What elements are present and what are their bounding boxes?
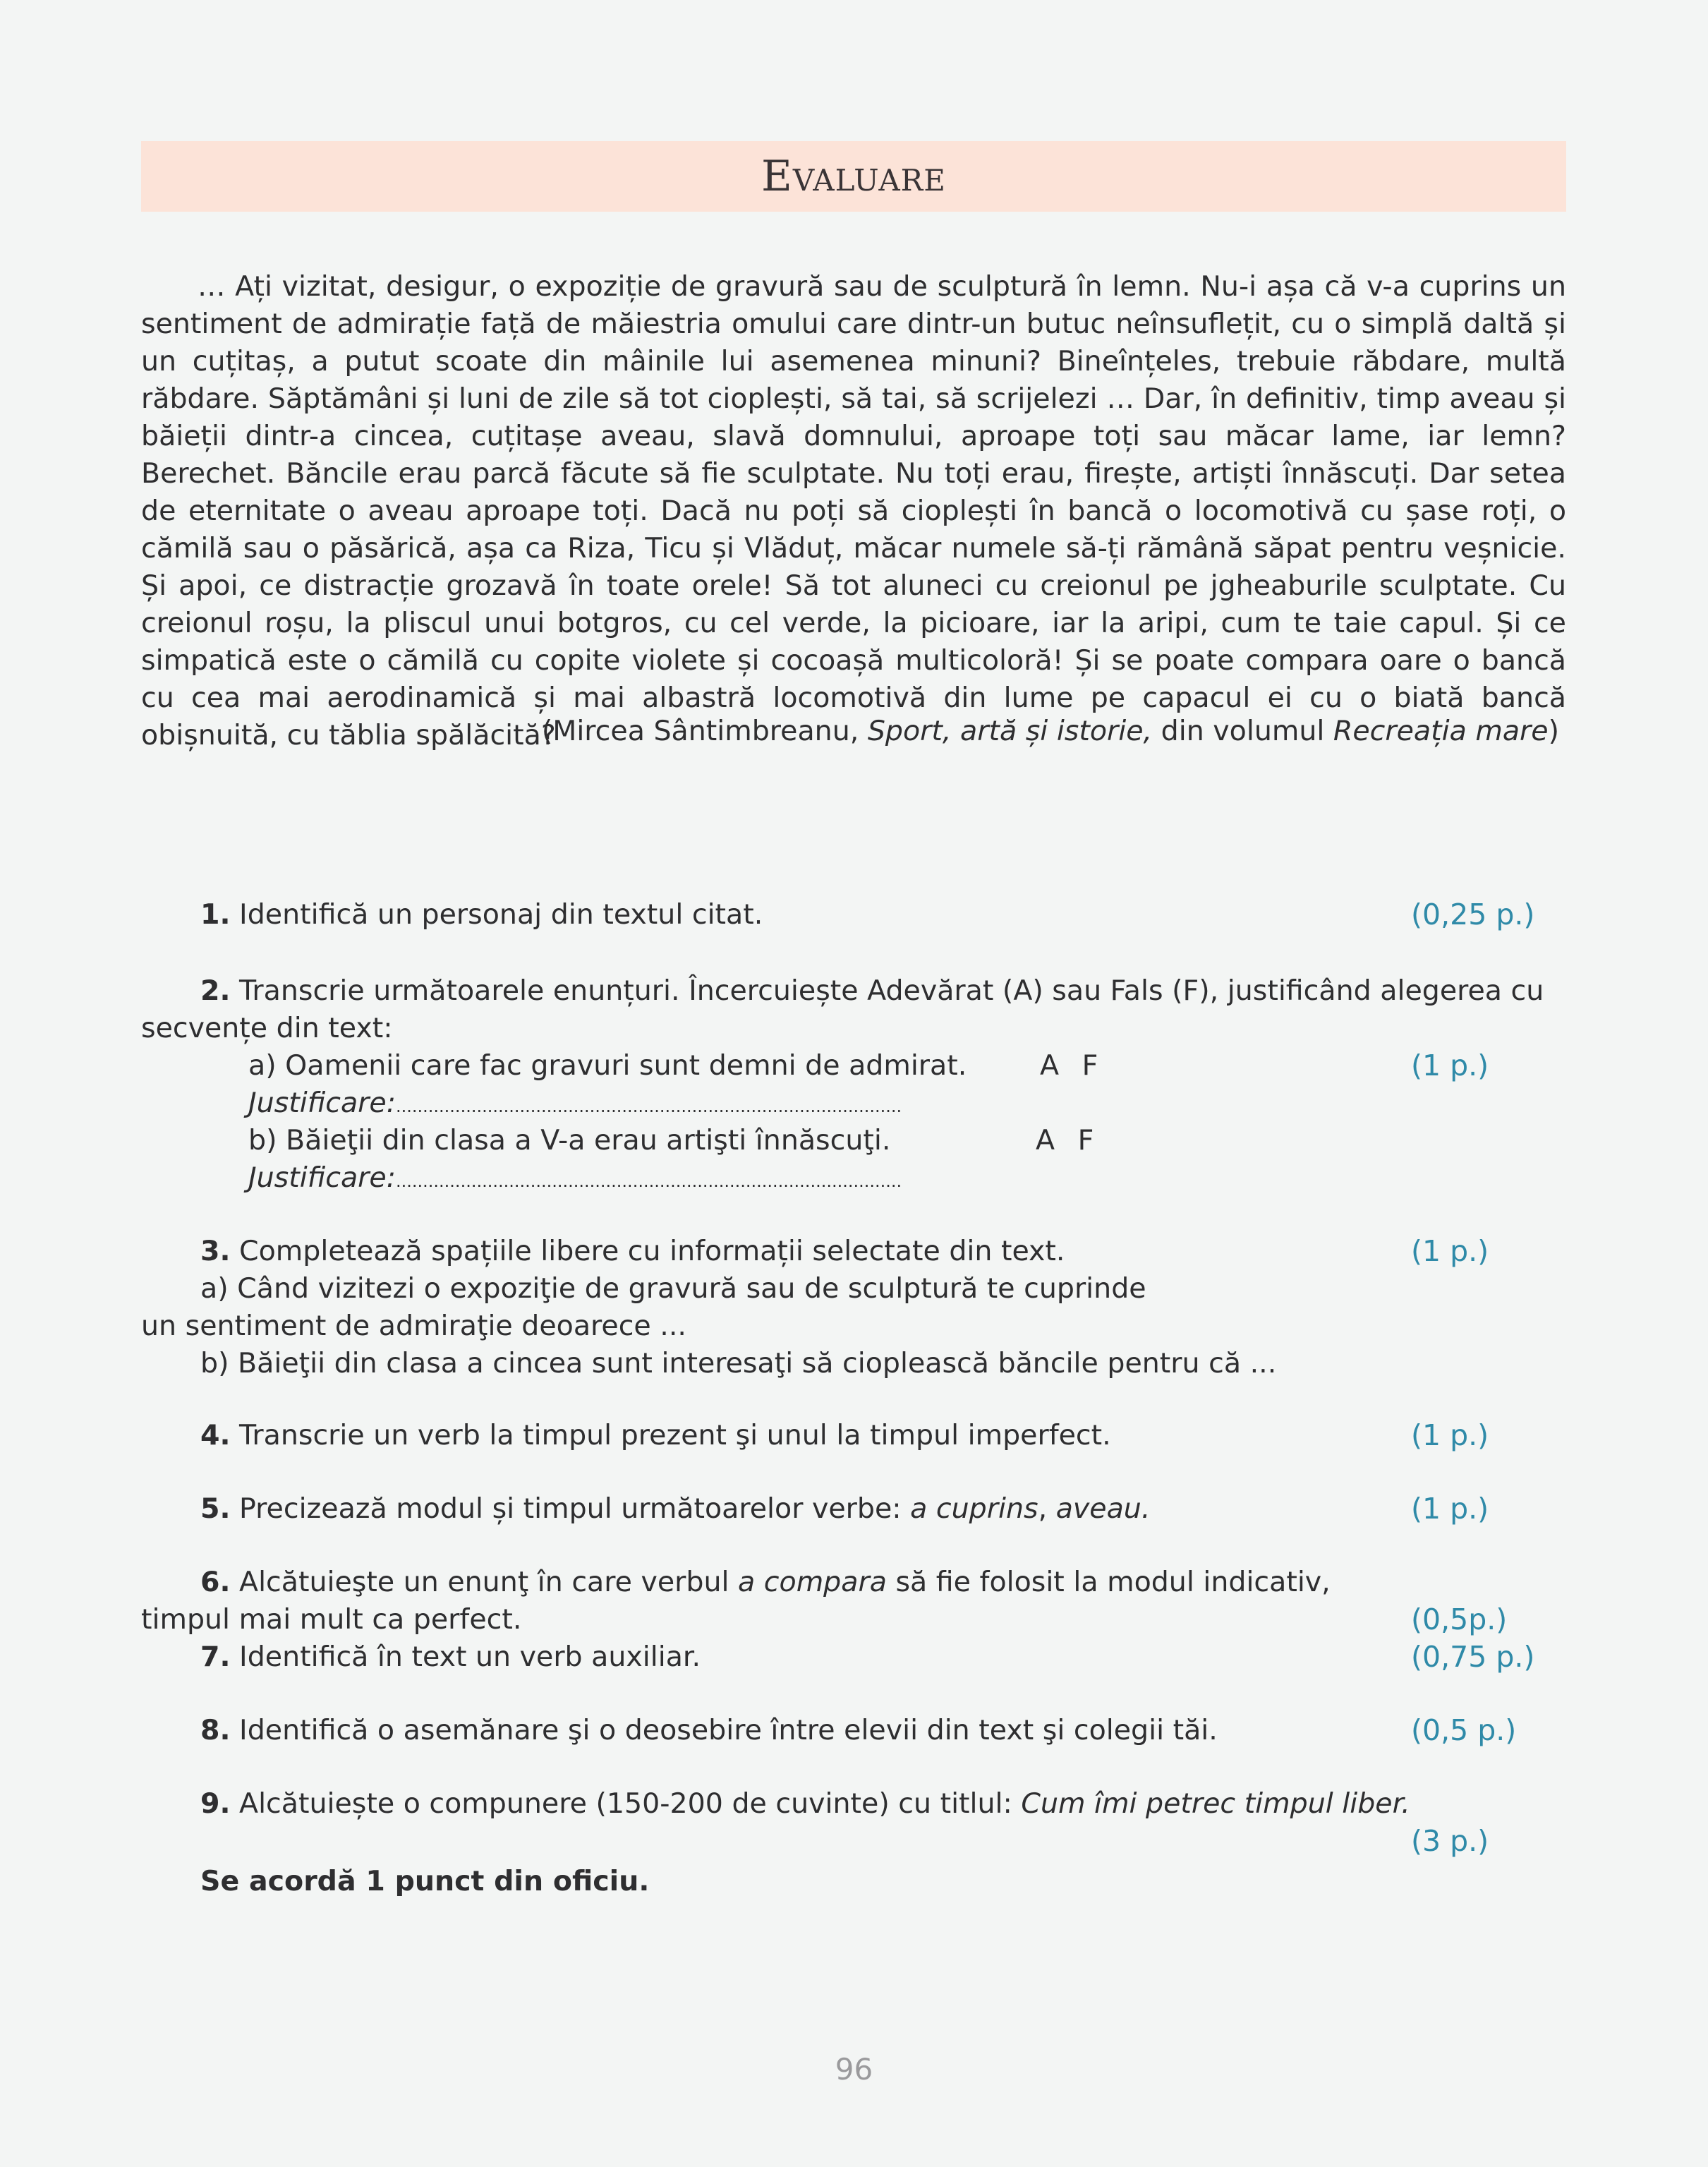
- source-mid: din volumul: [1152, 715, 1333, 747]
- points-q2: (1 p.): [1411, 1049, 1489, 1082]
- justification-a: [248, 1085, 902, 1125]
- separator: ,: [1038, 1492, 1056, 1525]
- question-text: Completează spațiile libere cu informații selectate din text.: [230, 1235, 1065, 1267]
- page-number: 96: [835, 2052, 873, 2087]
- question-text-2: să fie folosit la modul indicativ,: [886, 1566, 1331, 1598]
- question-6: [141, 1564, 1625, 1601]
- question-5: [141, 1490, 1625, 1528]
- question-text: Alcătuieşte un enunţ în care verbul: [230, 1566, 739, 1598]
- justification-label: Justificare:: [248, 1161, 396, 1194]
- title-band: [141, 141, 1566, 212]
- statement-a: a) Oamenii care fac gravuri sunt demni de admirat.: [248, 1049, 967, 1082]
- statement-b: b) Băieţii din clasa a V-a erau artişti înnăscuţi.: [248, 1124, 891, 1157]
- official-point-note: [141, 1863, 1625, 1900]
- source-work: Sport, artă și istorie,: [867, 715, 1153, 747]
- question-4: [141, 1417, 1625, 1454]
- justification-b: [248, 1159, 902, 1200]
- source-author: (Mircea Sântimbreanu,: [541, 715, 868, 747]
- question-text: Alcătuiește o compunere (150-200 de cuvinte) cu titlul:: [230, 1787, 1022, 1820]
- verb-a-compara: a compara: [738, 1566, 887, 1598]
- justification-line[interactable]: ..............................................................................................: [396, 1171, 902, 1191]
- question-number: 3.: [200, 1235, 231, 1267]
- points-q9: (3 p.): [1411, 1824, 1489, 1858]
- justification-line[interactable]: ..............................................................................................: [396, 1097, 902, 1116]
- passage-text: … Ați vizitat, desigur, o expoziție de gravură sau de sculptură în lemn. Nu-i așa că v-a cuprins un sentiment de admirație față de măiestria omului care dintr-un butuc neînsuflețit, cu o simplă daltă și un cuțitaș, a putut scoate din mâinile lui asemenea minuni? Bineînțeles, trebuie răbdare, multă răbdare. Săptămâni și luni de zile să tot cioplești, să tai, să scrijelezi … Dar, în definitiv, timp aveau și băieții dintr-a cincea, cuțitașe aveau, slavă domnului, aproape toți sau măcar lame, iar lemn? Berechet. Băncile erau parcă făcute să fie sculptate. Nu toți erau, firește, artiști înnăscuți. Dar setea de eternitate o aveau aproape toți. Dacă nu poți să cioplești în bancă o locomotivă cu șase roți, o cămilă sau o păsărică, așa ca Riza, Ticu și Vlăduț, măcar numele să-ți rămână săpat pentru veșnicie. Și apoi, ce distracție grozavă în toate orele! Să tot aluneci cu creionul pe jgheaburile sculptate. Cu creionul roșu, la pliscul unui botgros, cu cel verde, la picioare, iar la aripi, cum te taie capul. Și ce simpatică este o cămilă cu copite violete și cocoașă multicoloră! Și se poate compara oare o bancă cu cea mai aerodinamică și mai albastră locomotivă din lume pe capacul ei cu o biată bancă obișnuită, cu tăblia spălăcită?: [141, 270, 1566, 751]
- points-q7: (0,75 p.): [1411, 1640, 1535, 1674]
- question-9: [141, 1785, 1625, 1823]
- question-1: [141, 896, 1625, 934]
- question-3: [141, 1233, 1625, 1270]
- question-number: 9.: [200, 1787, 231, 1820]
- question-3a-continuation: un sentiment de admiraţie deoarece ...: [141, 1310, 686, 1342]
- question-3a: a) Când vizitezi o expoziţie de gravură sau de sculptură te cuprinde: [200, 1272, 1146, 1305]
- question-text: Transcrie următoarele enunțuri. Încercuiește Adevărat (A) sau Fals (F), justificând alegerea cu: [230, 974, 1544, 1007]
- points-q5: (1 p.): [1411, 1492, 1489, 1526]
- question-6-continuation: timpul mai mult ca perfect.: [141, 1603, 522, 1636]
- question-text: Identifică o asemănare şi o deosebire între elevii din text şi colegii tăi.: [230, 1714, 1218, 1746]
- points-q1: (0,25 p.): [1411, 898, 1535, 931]
- verb-aveau: aveau.: [1055, 1492, 1151, 1525]
- question-number: 8.: [200, 1714, 231, 1746]
- true-false-choice-a[interactable]: A F: [1040, 1049, 1106, 1082]
- justification-label: Justificare:: [248, 1087, 396, 1119]
- question-text: Identifică în text un verb auxiliar.: [230, 1641, 701, 1673]
- question-2: [141, 972, 1625, 1010]
- question-text: Identifică un personaj din textul citat.: [230, 898, 763, 931]
- question-number: 1.: [200, 898, 231, 931]
- question-number: 2.: [200, 974, 231, 1007]
- question-text: Transcrie un verb la timpul prezent şi unul la timpul imperfect.: [230, 1419, 1111, 1451]
- page-title: Evaluare: [761, 152, 946, 201]
- true-false-choice-b[interactable]: A F: [1036, 1124, 1101, 1157]
- composition-title: Cum îmi petrec timpul liber.: [1021, 1787, 1410, 1820]
- points-q3: (1 p.): [1411, 1234, 1489, 1268]
- question-text: Precizează modul și timpul următoarelor verbe:: [230, 1492, 911, 1525]
- points-q8: (0,5 p.): [1411, 1713, 1517, 1747]
- question-number: 6.: [200, 1566, 231, 1598]
- points-q6: (0,5p.): [1411, 1602, 1508, 1636]
- question-number: 4.: [200, 1419, 231, 1451]
- source-close: ): [1548, 715, 1559, 747]
- question-3b: b) Băieţii din clasa a cincea sunt interesaţi să cioplească băncile pentru că ...: [200, 1347, 1277, 1380]
- question-2-continuation: secvențe din text:: [141, 1012, 393, 1044]
- question-7: [141, 1638, 1625, 1676]
- official-point-text: Se acordă 1 punct din oficiu.: [200, 1865, 650, 1897]
- verb-a-cuprins: a cuprins: [910, 1492, 1038, 1525]
- points-q4: (1 p.): [1411, 1418, 1489, 1452]
- question-number: 7.: [200, 1641, 231, 1673]
- source-volume: Recreația mare: [1333, 715, 1549, 747]
- question-number: 5.: [200, 1492, 231, 1525]
- question-8: [141, 1712, 1625, 1749]
- passage-source: [141, 713, 1559, 750]
- reading-passage: [141, 268, 1566, 754]
